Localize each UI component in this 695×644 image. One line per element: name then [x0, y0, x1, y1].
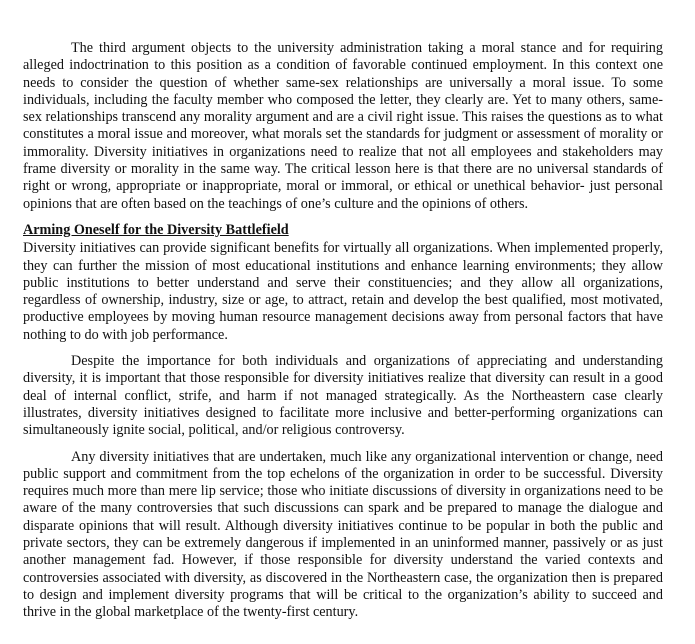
paragraph-diversity-benefits: Diversity initiatives can provide significant benefits for virtually all organizations. When implemented properly, they can further the mission of most educational institutions and enhance learning environments; they allow public institutions to better understand and serve their constituencies; and they allow all organizations, regardless of ownership, industry, size or age, to attract, retain and develop the best qualified, most motivated, productive employees by moving human resource management decisions away from personal factors that have nothing to do with job performance. — [23, 240, 663, 343]
document-page — [23, 40, 663, 622]
paragraph-diversity-conflict: Despite the importance for both individuals and organizations of appreciating and understanding diversity, it is important that those responsible for diversity initiatives realize that diversity can result in a good deal of internal conflict, strife, and harm if not managed strategically. As the Northeastern case clearly illustrates, diversity initiatives designed to facilitate more inclusive and better-performing organizations can simultaneously ignite social, political, and/or religious controversy. — [23, 353, 663, 439]
paragraph-third-argument: The third argument objects to the university administration taking a moral stance and for requiring alleged indoctrination to this position as a condition of favorable continued employment. In this context one needs to consider the question of whether same-sex relationships are universally a moral issue. To some individuals, including the faculty member who composed the letter, they clearly are. Yet to many others, same-sex relationships transcend any morality argument and are a civil right issue. This raises the questions as to what constitutes a moral issue and moreover, what morals set the standards for judgment or assessment of morality or immorality. Diversity initiatives in organizations need to realize that not all employees and stakeholders may frame diversity or morality in the same way. The critical lesson here is that there are no universal standards of right or wrong, appropriate or inappropriate, moral or immoral, or ethical or unethical behavior- just personal opinions that are often based on the teachings of one’s culture and the opinions of others. — [23, 40, 663, 212]
paragraph-diversity-initiatives: Any diversity initiatives that are undertaken, much like any organizational intervention or change, need public support and commitment from the top echelons of the organization in order to be successful. Diversity requires much more than mere lip service; those who initiate discussions of diversity in organizations need to be aware of the many controversies that such discussions can spark and be prepared to manage the dialogue and disparate opinions that will result. Although diversity initiatives continue to be popular in both the public and private sectors, they can be extremely dangerous if implemented in an uninformed manner, passively or as just another management fad. However, if those responsible for diversity understand the varied contexts and controversies associated with diversity, as discovered in the Northeastern case, the organization then is prepared to design and implement diversity programs that will be critical to the organization’s ability to succeed and thrive in the global marketplace of the twenty-first century. — [23, 448, 663, 621]
section-heading: Arming Oneself for the Diversity Battlefield — [23, 221, 289, 238]
